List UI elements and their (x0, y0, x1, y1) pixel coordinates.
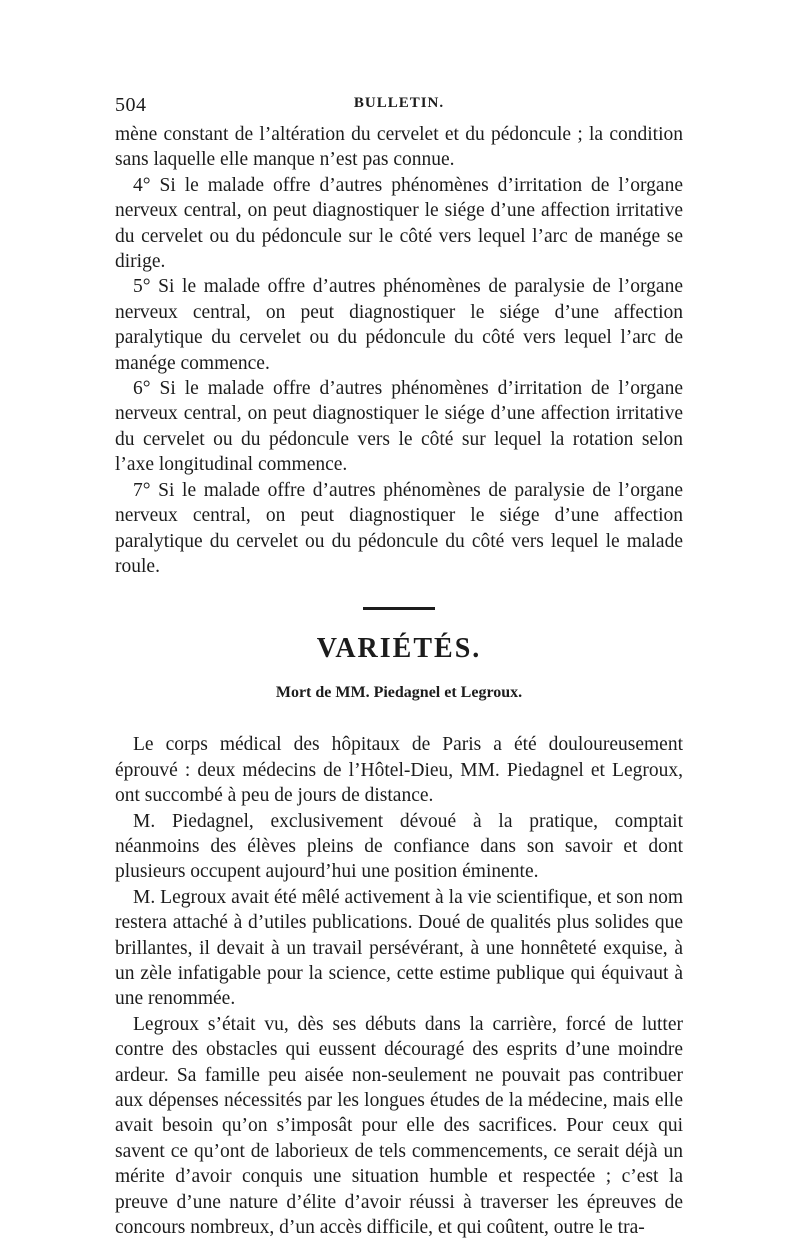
journal-title: BULLETIN. (353, 95, 445, 111)
preceding-article-text (115, 122, 683, 579)
paragraph: 7° Si le malade offre d’autres phénomènes de paralysie de l’organe nerveux central, on peut diagnostiquer le siége d’une affection paralytique du cervelet ou du pédoncule du côté vers lequel le malade roule. (115, 479, 683, 577)
paragraph: mène constant de l’altération du cervelet et du pédoncule ; la condition sans laquelle elle manque n’est pas connue. (115, 124, 683, 171)
paragraph: Le corps médical des hôpitaux de Paris a été douloureusement éprouvé : deux médecins de l’Hôtel-Dieu, MM. Piedagnel et Legroux, ont succombé à peu de jours de distance. (115, 734, 683, 807)
section-divider-rule (363, 607, 435, 610)
article-body (115, 732, 683, 1240)
article-subtitle: Mort de MM. Piedagnel et Legroux. (275, 684, 523, 702)
paragraph: M. Piedagnel, exclusivement dévoué à la pratique, comptait néanmoins des élèves pleins de confiance dans son savoir et dont plusieurs occupent aujourd’hui une position éminente. (115, 810, 683, 883)
page-number: 504 (115, 94, 147, 116)
paragraph: 5° Si le malade offre d’autres phénomènes de paralysie de l’organe nerveux central, on peut diagnostiquer le siége d’une affection paralytique du cervelet ou du pédoncule du côté vers lequel l’arc de manége commence. (115, 276, 683, 374)
paragraph: M. Legroux avait été mêlé activement à la vie scientifique, et son nom restera attaché à d’utiles publications. Doué de qualités plus solides que brillantes, il devait à un travail persévérant, à une honnêteté exquise, à un zèle infatigable pour la science, cette estime publique qui équivaut à une renommée. (115, 886, 683, 1010)
paragraph: 6° Si le malade offre d’autres phénomènes d’irritation de l’organe nerveux central, on peut diagnostiquer le siége d’une affection irritative du cervelet ou du pédoncule vers le côté sur lequel la rotation selon l’axe longitudinal commence. (115, 378, 683, 476)
section-title: VARIÉTÉS. (316, 633, 482, 665)
paragraph: Legroux s’était vu, dès ses débuts dans la carrière, forcé de lutter contre des obstacles qui eussent découragé des esprits d’une moindre ardeur. Sa famille peu aisée non-seulement ne pouvait pas contribuer aux dépenses nécessités par les longues études de la médecine, mais elle avait besoin qu’on s’imposât pour elle des sacrifices. Pour ceux qui savent ce qu’ont de laborieux de tels commencements, ce serait déjà un mérite d’avoir conquis une situation humble et respectée ; c’est la preuve d’une nature d’élite d’avoir réussi à traverser les épreuves de concours nombreux, d’un accès difficile, et qui coûtent, outre le tra- (115, 1013, 683, 1239)
running-head (115, 92, 683, 122)
book-page (115, 92, 683, 1240)
paragraph: 4° Si le malade offre d’autres phénomènes d’irritation de l’organe nerveux central, on peut diagnostiquer le siége d’une affection irritative du cervelet ou du pédoncule sur le côté vers lequel l’arc de manége se dirige. (115, 174, 683, 273)
